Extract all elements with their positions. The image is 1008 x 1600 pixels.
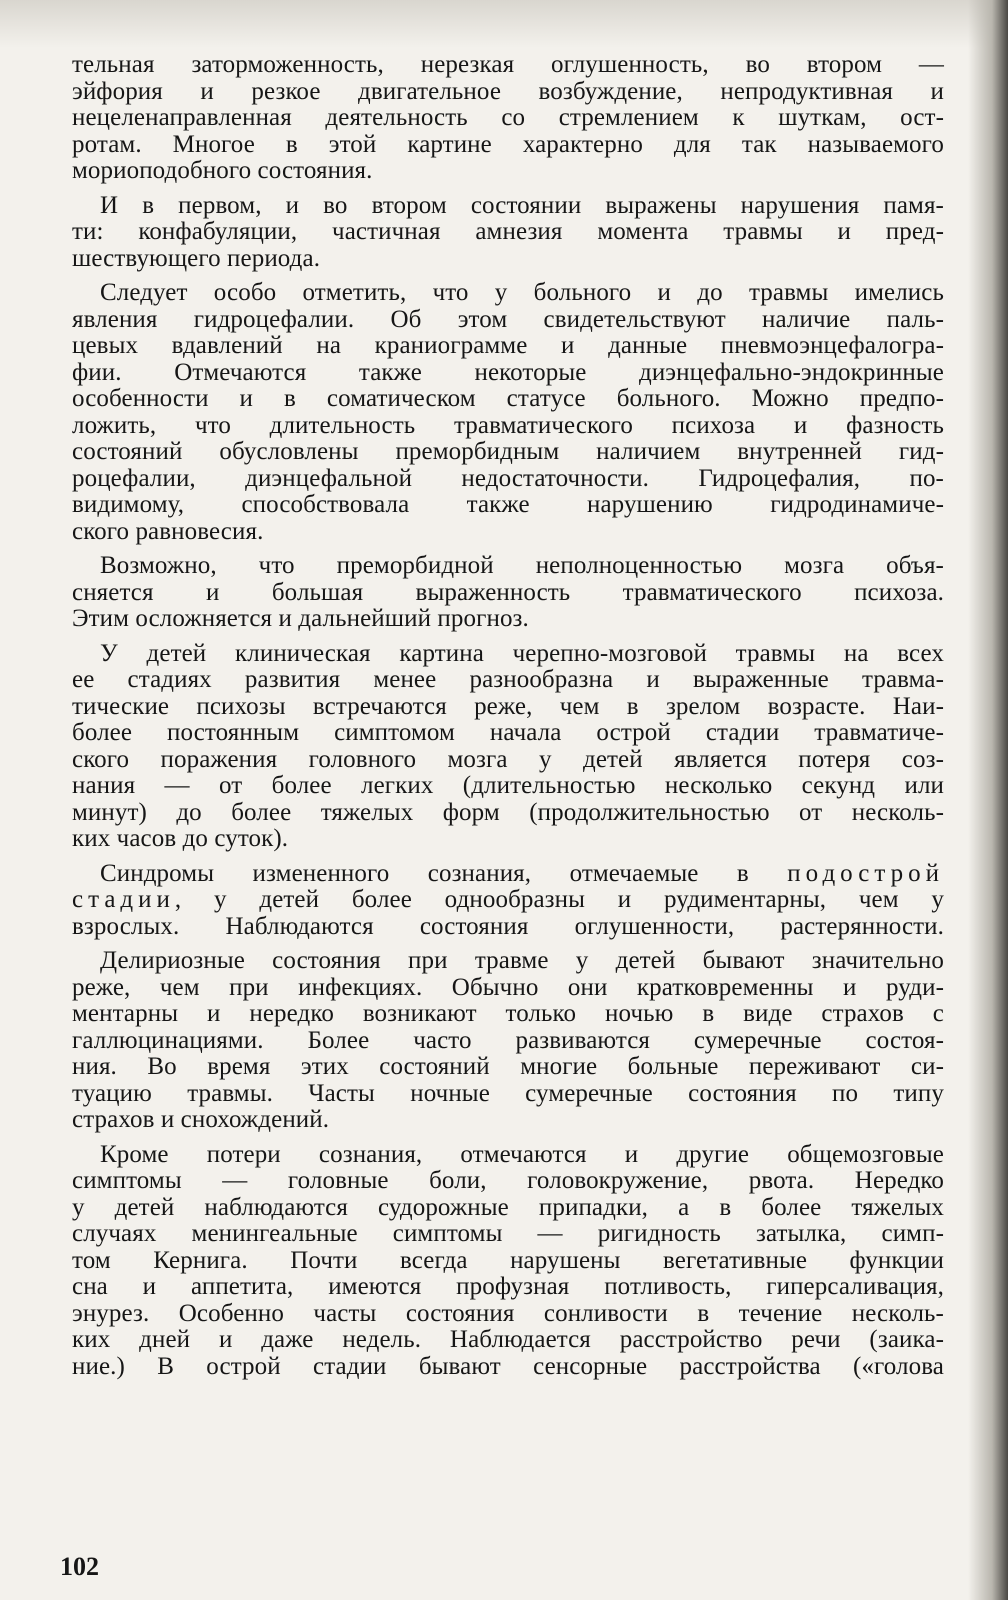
paragraph bbox=[72, 52, 944, 185]
paragraph bbox=[72, 280, 944, 545]
text-line: Этим осложняется и дальнейший прогноз. bbox=[72, 605, 529, 632]
paragraph bbox=[72, 948, 944, 1134]
text-line: ротам. Многое в этой картине характерно для так называемого bbox=[72, 130, 944, 158]
paragraph bbox=[72, 1142, 944, 1381]
text-line: страхов и снохождений. bbox=[72, 1106, 330, 1133]
text-line: явления гидроцефалии. Об этом свидетельствуют наличие паль- bbox=[72, 305, 944, 333]
paragraph bbox=[72, 193, 944, 273]
spaced-emphasis: подострой bbox=[787, 859, 944, 887]
text-line: роцефалии, диэнцефальной недостаточности. Гидроцефалия, по- bbox=[72, 464, 944, 492]
text-line: сна и аппетита, имеются профузная потливость, гиперсаливация, bbox=[72, 1273, 944, 1300]
text-line: том Кернига. Почти всегда нарушены вегетативные функции bbox=[72, 1246, 944, 1274]
paragraph bbox=[72, 553, 944, 633]
text-line: ского равновесия. bbox=[72, 517, 264, 545]
scan-top-shadow bbox=[0, 0, 1008, 48]
paragraph bbox=[72, 861, 944, 941]
text-line: ких дней и даже недель. Наблюдается расстройство речи (заика- bbox=[72, 1326, 944, 1353]
text-line: ние.) В острой стадии бывают сенсорные расстройства («голова bbox=[72, 1352, 944, 1380]
text-line: ского поражения головного мозга у детей является потеря соз- bbox=[72, 745, 944, 773]
text-line: Возможно, что преморбидной неполноценностью мозга объя- bbox=[100, 552, 944, 579]
text-line: Кроме потери сознания, отмечаются и другие общемозговые bbox=[100, 1140, 944, 1168]
text-line: ложить, что длительность травматического психоза и фазность bbox=[72, 411, 944, 439]
text-line: мориоподобного состояния. bbox=[72, 157, 373, 184]
text-line: эйфория и резкое двигательное возбуждение, непродуктивная и bbox=[72, 77, 944, 105]
text-line: галлюцинациями. Более часто развиваются сумеречные состоя- bbox=[72, 1026, 944, 1054]
text-line: тельная заторможенность, нерезкая оглушенность, во втором — bbox=[72, 51, 944, 78]
text-line: И в первом, и во втором состоянии выражены нарушения памя- bbox=[100, 191, 944, 219]
text-line-spaced: Синдромы измененного сознания, отмечаемые в подострой bbox=[100, 859, 944, 887]
text-line: шествующего периода. bbox=[72, 244, 321, 272]
text-line: минут) до более тяжелых форм (продолжительностью от несколь- bbox=[72, 798, 944, 826]
text-line: более постоянным симптомом начала острой стадии травматиче- bbox=[72, 719, 944, 746]
text-line: состояний обусловлены преморбидным наличием внутренней гид- bbox=[72, 438, 944, 465]
text-line: цевых вдавлений на краниограмме и данные пневмоэнцефалогра- bbox=[72, 332, 944, 359]
text-line: взрослых. Наблюдаются состояния оглушенности, растерянности. bbox=[72, 912, 944, 940]
text-line: ких часов до суток). bbox=[72, 825, 289, 852]
text-line: ее стадиях развития менее разнообразна и выраженные травма- bbox=[72, 666, 944, 693]
text-line: ти: конфабуляции, частичная амнезия момента травмы и пред- bbox=[72, 218, 944, 245]
text-line: У детей клиническая картина черепно-мозговой травмы на всех bbox=[100, 639, 944, 667]
text-line: симптомы — головные боли, головокружение, рвота. Нередко bbox=[72, 1167, 944, 1194]
scan-right-edge-shadow bbox=[968, 0, 1008, 1600]
text-line: сняется и большая выраженность травматического психоза. bbox=[72, 578, 944, 606]
text-line: видимому, способствовала также нарушению гидродинамиче- bbox=[72, 491, 944, 518]
text-line-spaced: стадии, у детей более однообразны и рудиментарны, чем у bbox=[72, 886, 944, 913]
text-line: нания — от более легких (длительностью несколько секунд или bbox=[72, 772, 944, 799]
page-number: 102 bbox=[60, 1552, 99, 1581]
paragraph bbox=[72, 641, 944, 853]
text-line: туацию травмы. Часты ночные сумеречные состояния по типу bbox=[72, 1079, 944, 1107]
text-line: особенности и в соматическом статусе больного. Можно предпо- bbox=[72, 385, 944, 412]
text-line: ментарны и нередко возникают только ночью в виде страхов с bbox=[72, 1000, 944, 1027]
text-line: Делириозные состояния при травме у детей бывают значительно bbox=[100, 947, 944, 974]
text-line: Следует особо отметить, что у больного и до травмы имелись bbox=[100, 279, 944, 306]
text-line: ния. Во время этих состояний многие больные переживают си- bbox=[72, 1053, 944, 1080]
spaced-emphasis: стадии bbox=[72, 886, 175, 913]
page-text-column bbox=[72, 52, 944, 1388]
text-line: нецеленаправленная деятельность со стремлением к шуткам, ост- bbox=[72, 104, 944, 131]
text-line: реже, чем при инфекциях. Обычно они кратковременны и руди- bbox=[72, 973, 944, 1001]
text-line: энурез. Особенно часты состояния сонливости в течение несколь- bbox=[72, 1299, 944, 1327]
text-line: тические психозы встречаются реже, чем в зрелом возрасте. Наи- bbox=[72, 692, 944, 720]
text-line: фии. Отмечаются также некоторые диэнцефально-эндокринные bbox=[72, 358, 944, 386]
text-line: у детей наблюдаются судорожные припадки, а в более тяжелых bbox=[72, 1193, 944, 1221]
text-line: случаях менингеальные симптомы — ригидность затылка, симп- bbox=[72, 1220, 944, 1247]
